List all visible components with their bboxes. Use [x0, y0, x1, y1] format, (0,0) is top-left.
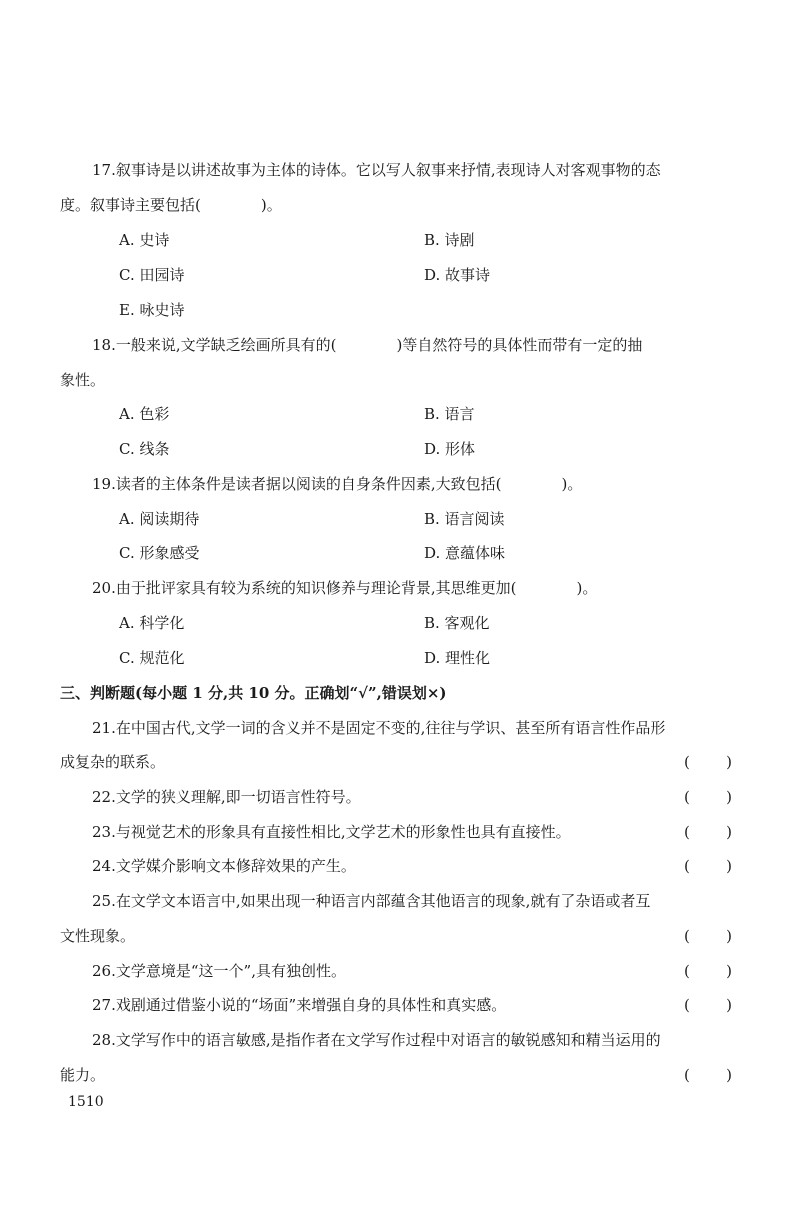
question-21-text-cont: 成复杂的联系。 [60, 753, 166, 771]
question-21-text: 21.在中国古代,文学一词的含义并不是固定不变的,往往与学识、甚至所有语言性作品形 [92, 719, 666, 737]
question-25-text-cont: 文性现象。 [60, 927, 136, 945]
q20-option-c: C. 规范化 [119, 649, 185, 667]
q19-option-c: C. 形象感受 [119, 544, 200, 562]
q20-option-a: A. 科学化 [119, 614, 185, 632]
question-20-text: 20.由于批评家具有较为系统的知识修养与理论背景,其思维更加( )。 [92, 579, 598, 597]
question-27-text: 27.戏剧通过借鉴小说的“场面”来增强自身的具体性和真实感。 [92, 996, 507, 1014]
question-17-text-cont: 度。叙事诗主要包括( )。 [60, 196, 282, 214]
q18-option-d: D. 形体 [424, 440, 476, 458]
question-24-text: 24.文学媒介影响文本修辞效果的产生。 [92, 857, 356, 875]
question-19-text: 19.读者的主体条件是读者据以阅读的自身条件因素,大致包括( )。 [92, 475, 583, 493]
q17-option-d: D. 故事诗 [424, 266, 491, 284]
question-22-text: 22.文学的狭义理解,即一切语言性符号。 [92, 788, 361, 806]
answer-paren-25: ( ) [684, 927, 732, 945]
answer-paren-23: ( ) [684, 823, 732, 841]
answer-paren-27: ( ) [684, 996, 732, 1014]
question-17-text: 17.叙事诗是以讲述故事为主体的诗体。它以写人叙事来抒情,表现诗人对客观事物的态 [92, 161, 661, 179]
question-26-text: 26.文学意境是“这一个”,具有独创性。 [92, 962, 346, 980]
answer-paren-24: ( ) [684, 857, 732, 875]
q18-option-c: C. 线条 [119, 440, 170, 458]
question-18-text: 18.一般来说,文学缺乏绘画所具有的( )等自然符号的具体性而带有一定的抽 [92, 336, 643, 354]
question-18-text-cont: 象性。 [60, 371, 106, 389]
q17-option-e: E. 咏史诗 [119, 301, 185, 319]
q19-option-b: B. 语言阅读 [424, 510, 505, 528]
q19-option-d: D. 意蕴体味 [424, 544, 506, 562]
q17-option-a: A. 史诗 [119, 231, 170, 249]
q18-option-b: B. 语言 [424, 405, 475, 423]
q19-option-a: A. 阅读期待 [119, 510, 200, 528]
q20-option-d: D. 理性化 [424, 649, 491, 667]
answer-paren-21: ( ) [684, 753, 732, 771]
page-code: 1510 [68, 1094, 104, 1110]
answer-paren-26: ( ) [684, 962, 732, 980]
section-three-heading: 三、判断题(每小题 1 分,共 10 分。正确划“√”,错误划×) [60, 684, 447, 702]
q18-option-a: A. 色彩 [119, 405, 170, 423]
q20-option-b: B. 客观化 [424, 614, 490, 632]
q17-option-c: C. 田园诗 [119, 266, 185, 284]
answer-paren-28: ( ) [684, 1066, 732, 1084]
question-28-text: 28.文学写作中的语言敏感,是指作者在文学写作过程中对语言的敏锐感知和精当运用的 [92, 1031, 661, 1049]
question-23-text: 23.与视觉艺术的形象具有直接性相比,文学艺术的形象性也具有直接性。 [92, 823, 571, 841]
question-28-text-cont: 能力。 [60, 1066, 106, 1084]
answer-paren-22: ( ) [684, 788, 732, 806]
question-25-text: 25.在文学文本语言中,如果出现一种语言内部蕴含其他语言的现象,就有了杂语或者互 [92, 892, 651, 910]
q17-option-b: B. 诗剧 [424, 231, 475, 249]
